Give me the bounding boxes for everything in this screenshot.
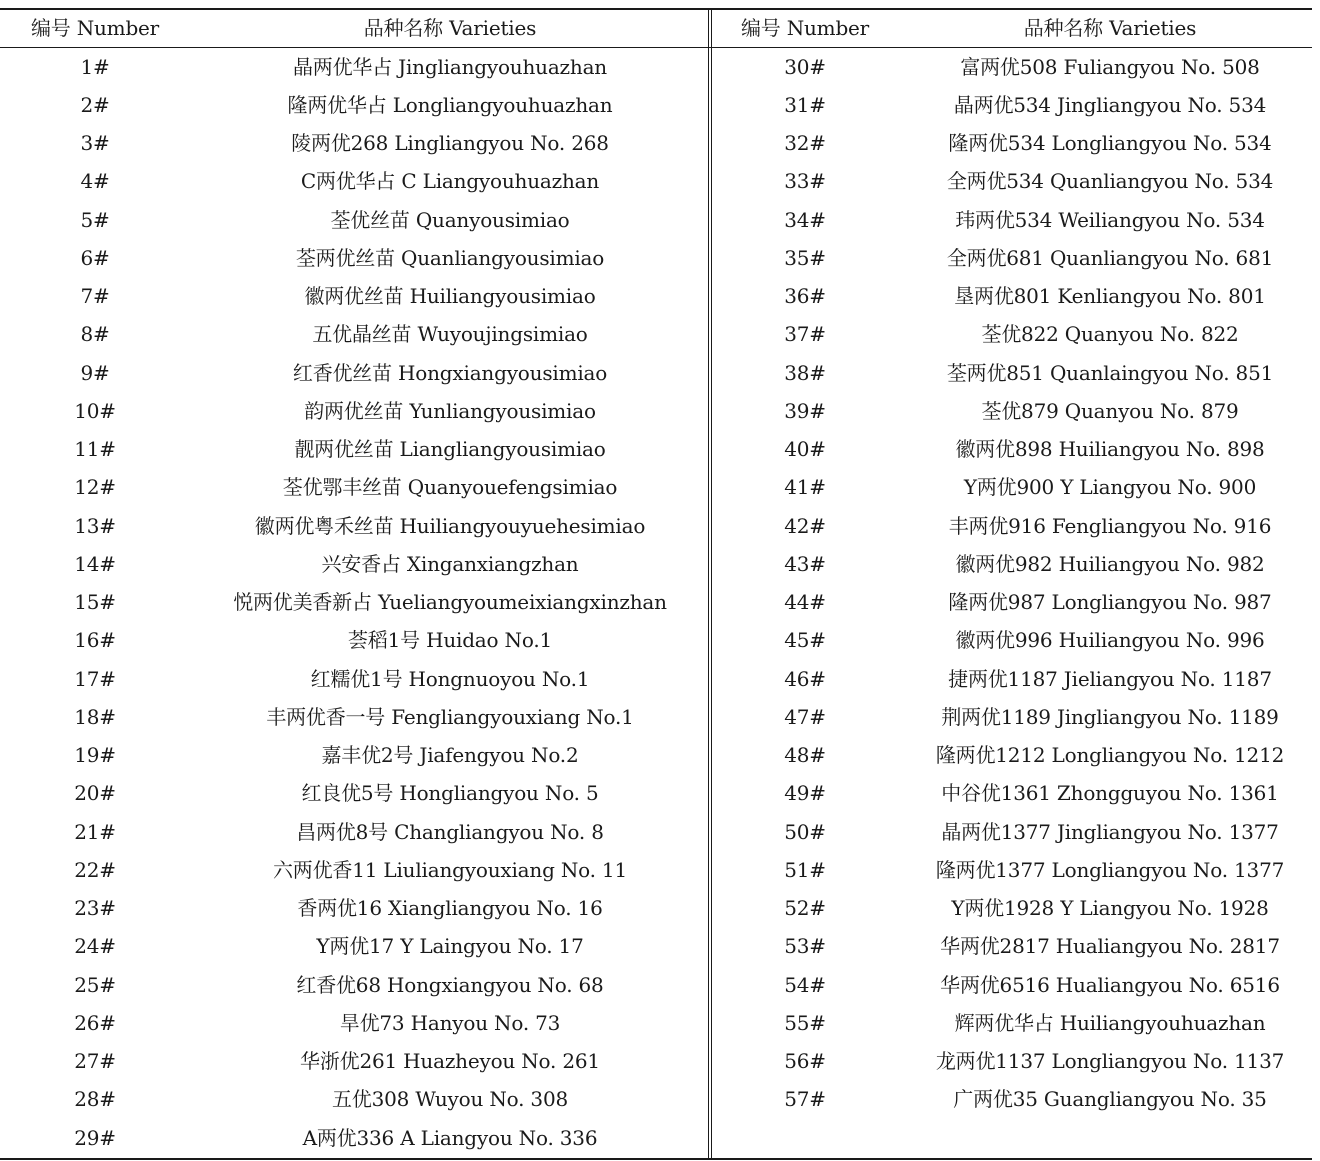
- header-number-right: 编号 Number: [740, 16, 870, 40]
- row-variety: 华浙优261 Huazheyou No. 261: [300, 1049, 600, 1073]
- row-variety: 晶两优534 Jingliangyou No. 534: [953, 92, 1267, 117]
- row-number: 48#: [784, 743, 826, 767]
- row-number: 11#: [74, 437, 116, 461]
- row-variety: 兴安香占 Xinganxiangzhan: [321, 551, 579, 576]
- row-variety: Y两优17 Y Laingyou No. 17: [316, 934, 584, 959]
- row-number: 39#: [784, 398, 826, 423]
- row-variety: 中谷优1361 Zhongguyou No. 1361: [941, 781, 1279, 806]
- row-variety: 隆两优1377 Longliangyou No. 1377: [935, 857, 1285, 882]
- row-number: 50#: [784, 819, 826, 844]
- row-variety: 徽两优982 Huiliangyou No. 982: [955, 551, 1265, 576]
- row-variety: 龙两优1137 Longliangyou No. 1137: [935, 1049, 1285, 1073]
- row-variety: 红香优丝苗 Hongxiangyousimiao: [292, 360, 608, 385]
- row-number: 46#: [784, 666, 826, 691]
- row-number: 8#: [80, 322, 110, 347]
- row-number: 22#: [74, 857, 116, 882]
- row-number: 31#: [784, 92, 826, 117]
- row-variety: 捷两优1187 Jieliangyou No. 1187: [948, 666, 1272, 691]
- row-variety: A两优336 A Liangyou No. 336: [302, 1125, 598, 1150]
- row-variety: 荃优822 Quanyou No. 822: [981, 322, 1239, 347]
- row-number: 57#: [784, 1087, 826, 1112]
- row-number: 13#: [74, 513, 116, 538]
- row-variety: 红良优5号 Hongliangyou No. 5: [301, 781, 599, 806]
- row-number: 33#: [784, 169, 826, 194]
- row-number: 54#: [784, 972, 826, 997]
- row-variety: 隆两优1212 Longliangyou No. 1212: [935, 743, 1285, 767]
- row-number: 14#: [74, 551, 116, 576]
- header-varieties-left: 品种名称 Varieties: [363, 16, 537, 40]
- row-variety: 六两优香11 Liuliangyouxiang No. 11: [273, 857, 627, 882]
- row-variety: 徽两优996 Huiliangyou No. 996: [955, 628, 1265, 653]
- row-number: 7#: [80, 284, 110, 308]
- header-number-left: 编号 Number: [30, 16, 160, 40]
- row-variety: 五优308 Wuyou No. 308: [331, 1087, 568, 1112]
- row-number: 19#: [74, 743, 116, 767]
- row-variety: 红香优68 Hongxiangyou No. 68: [296, 972, 604, 997]
- row-variety: 荟稻1号 Huidao No.1: [348, 628, 552, 653]
- row-variety: 徽两优898 Huiliangyou No. 898: [955, 437, 1265, 461]
- row-variety: 玮两优534 Weiliangyou No. 534: [955, 207, 1265, 232]
- row-variety: Y两优1928 Y Liangyou No. 1928: [951, 896, 1269, 920]
- row-number: 29#: [74, 1125, 116, 1150]
- row-number: 25#: [74, 972, 116, 997]
- row-number: 30#: [784, 54, 826, 79]
- row-number: 20#: [74, 781, 116, 806]
- row-variety: 富两优508 Fuliangyou No. 508: [960, 54, 1260, 79]
- row-variety: 垦两优801 Kenliangyou No. 801: [954, 284, 1266, 308]
- row-variety: 荃两优851 Quanlaingyou No. 851: [946, 360, 1274, 385]
- row-number: 15#: [74, 590, 116, 614]
- row-number: 10#: [74, 398, 116, 423]
- row-number: 32#: [784, 131, 826, 155]
- row-number: 1#: [80, 54, 110, 79]
- row-variety: 荃两优丝苗 Quanliangyousimiao: [295, 245, 605, 270]
- row-variety: 悦两优美香新占 Yueliangyoumeixiangxinzhan: [233, 590, 667, 614]
- row-variety: 华两优2817 Hualiangyou No. 2817: [940, 934, 1280, 959]
- row-number: 3#: [80, 131, 110, 155]
- row-variety: 韵两优丝苗 Yunliangyousimiao: [304, 398, 596, 423]
- row-variety: 晶两优华占 Jingliangyouhuazhan: [293, 54, 607, 79]
- row-variety: 旱优73 Hanyou No. 73: [339, 1010, 561, 1035]
- row-variety: 晶两优1377 Jingliangyou No. 1377: [941, 819, 1279, 844]
- row-variety: 隆两优534 Longliangyou No. 534: [948, 131, 1272, 155]
- row-number: 42#: [784, 513, 826, 538]
- row-number: 34#: [784, 207, 826, 232]
- row-number: 2#: [80, 92, 110, 117]
- row-number: 53#: [784, 934, 826, 959]
- row-number: 6#: [80, 245, 110, 270]
- row-variety: 辉两优华占 Huiliangyouhuazhan: [954, 1010, 1266, 1035]
- row-number: 17#: [74, 666, 116, 691]
- row-number: 24#: [74, 934, 116, 959]
- row-variety: 香两优16 Xiangliangyou No. 16: [297, 896, 603, 920]
- row-number: 43#: [784, 551, 826, 576]
- row-number: 9#: [80, 360, 110, 385]
- row-number: 12#: [74, 475, 116, 500]
- row-number: 55#: [784, 1010, 826, 1035]
- row-number: 56#: [784, 1049, 826, 1073]
- row-variety: C两优华占 C Liangyouhuazhan: [300, 169, 600, 194]
- row-variety: 嘉丰优2号 Jiafengyou No.2: [321, 743, 579, 767]
- row-variety: 广两优35 Guangliangyou No. 35: [953, 1087, 1267, 1112]
- row-number: 26#: [74, 1010, 116, 1035]
- row-number: 47#: [784, 704, 826, 729]
- row-variety: 丰两优916 Fengliangyou No. 916: [948, 513, 1272, 538]
- row-variety: 徽两优丝苗 Huiliangyousimiao: [304, 284, 596, 308]
- row-variety: 昌两优8号 Changliangyou No. 8: [296, 819, 604, 844]
- row-variety: 荃优879 Quanyou No. 879: [981, 398, 1239, 423]
- row-variety: 全两优681 Quanliangyou No. 681: [946, 245, 1274, 270]
- row-variety: 荃优鄂丰丝苗 Quanyouefengsimiao: [282, 475, 618, 500]
- row-number: 18#: [74, 704, 116, 729]
- header-varieties-right: 品种名称 Varieties: [1023, 16, 1197, 40]
- row-number: 27#: [74, 1049, 116, 1073]
- row-number: 28#: [74, 1087, 116, 1112]
- row-number: 5#: [80, 207, 110, 232]
- row-number: 35#: [784, 245, 826, 270]
- row-variety: 徽两优粤禾丝苗 Huiliangyouyuehesimiao: [254, 513, 646, 538]
- row-number: 52#: [784, 896, 826, 920]
- row-variety: 华两优6516 Hualiangyou No. 6516: [940, 972, 1280, 997]
- row-number: 16#: [74, 628, 116, 653]
- row-number: 51#: [784, 857, 826, 882]
- row-number: 45#: [784, 628, 826, 653]
- row-number: 38#: [784, 360, 826, 385]
- row-variety: 全两优534 Quanliangyou No. 534: [946, 169, 1274, 194]
- row-number: 37#: [784, 322, 826, 347]
- row-variety: 隆两优华占 Longliangyouhuazhan: [287, 92, 613, 117]
- row-variety: 靓两优丝苗 Liangliangyousimiao: [294, 437, 606, 461]
- row-variety: Y两优900 Y Liangyou No. 900: [963, 475, 1257, 500]
- row-number: 44#: [784, 590, 826, 614]
- row-variety: 五优晶丝苗 Wuyoujingsimiao: [312, 322, 588, 347]
- row-number: 23#: [74, 896, 116, 920]
- row-number: 36#: [784, 284, 826, 308]
- row-variety: 荃优丝苗 Quanyousimiao: [330, 207, 570, 232]
- row-variety: 隆两优987 Longliangyou No. 987: [948, 590, 1272, 614]
- row-number: 4#: [80, 169, 110, 194]
- row-number: 40#: [784, 437, 826, 461]
- row-number: 21#: [74, 819, 116, 844]
- row-number: 41#: [784, 475, 826, 500]
- row-variety: 荆两优1189 Jingliangyou No. 1189: [941, 704, 1279, 729]
- row-variety: 丰两优香一号 Fengliangyouxiang No.1: [266, 704, 634, 729]
- row-variety: 红糯优1号 Hongnuoyou No.1: [310, 666, 590, 691]
- row-variety: 陵两优268 Lingliangyou No. 268: [291, 131, 609, 155]
- row-number: 49#: [784, 781, 826, 806]
